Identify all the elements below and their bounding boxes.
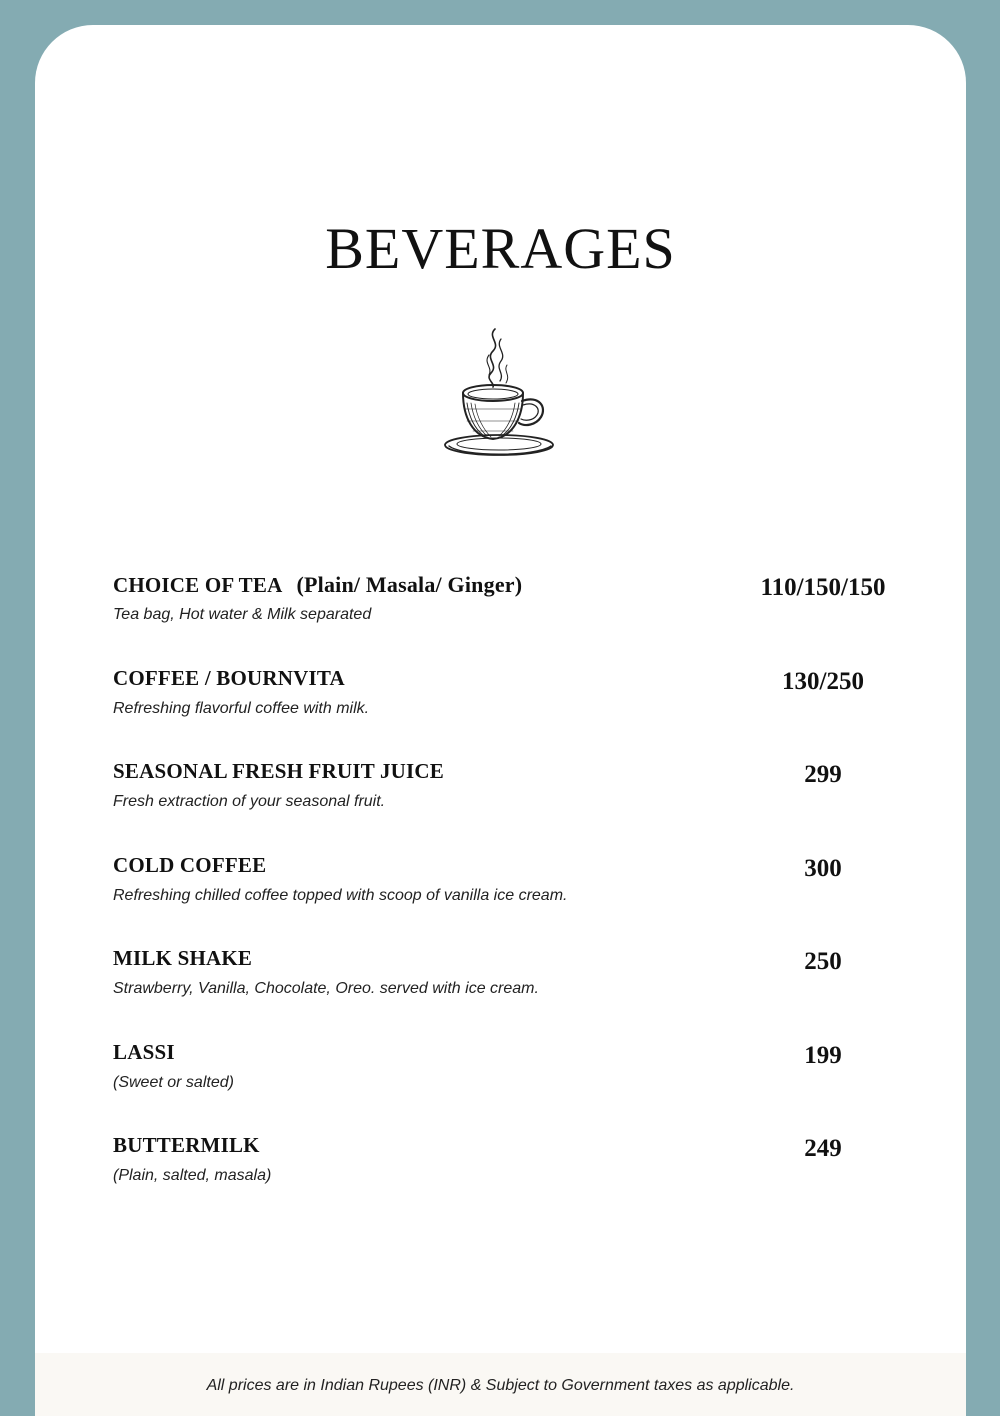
menu-card	[35, 25, 966, 1416]
page-title: BEVERAGES	[325, 216, 676, 281]
item-description: Strawberry, Vanilla, Chocolate, Oreo. served with ice cream.	[113, 980, 539, 997]
item-price: 250	[804, 948, 842, 975]
item-price: 130/250	[782, 668, 864, 695]
menu-item-buttermilk	[113, 1133, 913, 1203]
menu-item-lassi	[113, 1040, 913, 1110]
item-price: 299	[804, 761, 842, 788]
menu-item-seasonal-fruit-juice	[113, 759, 913, 829]
item-description: Fresh extraction of your seasonal fruit.	[113, 793, 386, 810]
item-price: 249	[804, 1135, 842, 1162]
item-description: (Plain, salted, masala)	[113, 1167, 272, 1184]
item-name: BUTTERMILK	[113, 1133, 260, 1157]
menu-item-cold-coffee	[113, 853, 913, 923]
item-name: LASSI	[113, 1040, 175, 1064]
item-price: 110/150/150	[760, 574, 886, 601]
menu-item-choice-of-tea	[113, 572, 913, 642]
menu-item-milk-shake	[113, 946, 913, 1016]
item-name: COFFEE / BOURNVITA	[113, 666, 345, 690]
item-description: Refreshing flavorful coffee with milk.	[113, 700, 370, 717]
item-name: COLD COFFEE	[113, 853, 267, 877]
item-variant: (Plain/ Masala/ Ginger)	[296, 572, 523, 597]
item-price: 300	[804, 855, 842, 882]
footer	[35, 1353, 966, 1416]
item-description: Refreshing chilled coffee topped with scoop of vanilla ice cream.	[113, 887, 568, 904]
menu-item-coffee-bournvita	[113, 666, 913, 736]
item-price: 199	[804, 1042, 842, 1069]
coffee-cup-icon	[443, 325, 559, 461]
item-name: CHOICE OF TEA	[113, 573, 283, 597]
item-name: MILK SHAKE	[113, 946, 253, 970]
item-name: SEASONAL FRESH FRUIT JUICE	[113, 759, 444, 783]
item-description: (Sweet or salted)	[113, 1074, 234, 1091]
footer-note: All prices are in Indian Rupees (INR) & Subject to Government taxes as applicable.	[206, 1377, 795, 1394]
item-description: Tea bag, Hot water & Milk separated	[113, 606, 372, 623]
